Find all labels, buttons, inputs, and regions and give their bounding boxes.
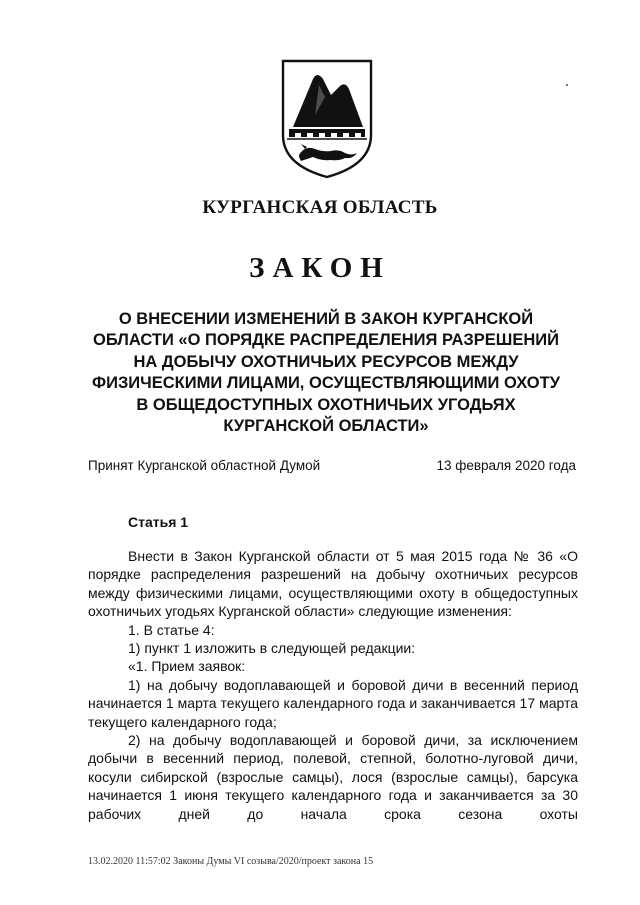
scan-speck xyxy=(566,84,568,86)
coat-of-arms-emblem xyxy=(279,57,375,181)
paragraph: 1) пункт 1 изложить в следующей редакции: xyxy=(128,640,416,657)
adoption-date: 13 февраля 2020 года xyxy=(436,458,576,473)
document-type-heading: ЗАКОН xyxy=(249,252,391,284)
law-title: О ВНЕСЕНИИ ИЗМЕНЕНИЙ В ЗАКОН КУРГАНСКОЙ ОБЛАСТИ «О ПОРЯДКЕ РАСПРЕДЕЛЕНИЯ РАЗРЕШЕНИЙ НА ДОБЫЧУ ОХОТНИЧЬИХ РЕСУРСОВ МЕЖДУ ФИЗИЧЕСКИМИ ЛИЦАМИ, ОСУЩЕСТВЛЯЮЩИМИ ОХОТУ В ОБЩЕДОСТУПНЫХ ОХОТНИЧЬИХ УГОДЬЯХ КУРГАНСКОЙ ОБЛАСТИ» xyxy=(92,310,560,436)
paragraph: 1. В статье 4: xyxy=(128,621,215,638)
article-body xyxy=(88,547,578,823)
article-heading: Статья 1 xyxy=(128,514,189,530)
adopted-by: Принят Курганской областной Думой xyxy=(88,458,321,473)
footer-file-path: 13.02.2020 11:57:02 Законы Думы VI созыва/2020/проект закона 15 xyxy=(88,856,374,867)
paragraph: 2) на добычу водоплавающей и боровой дичи, за исключением добычи в весенний период, полевой, степной, болотно-луговой дичи, косули сибирской (взрослые самцы), лося (взрослые самцы), барсука начинается 1 июня текущего календарного года и заканчивается за 30 рабочих дней до начала срока сезона охоты xyxy=(88,732,578,822)
paragraph: Внести в Закон Курганской области от 5 мая 2015 года № 36 «О порядке распределения разрешений на добычу охотничьих ресурсов между физическими лицами, осуществляющими охоту в общедоступных охотничьих угодьях Курганской области» следующие изменения: xyxy=(88,548,578,620)
paragraph: 1) на добычу водоплавающей и боровой дичи в весенний период начинается 1 марта текущего календарного года и заканчивается 17 марта текущего календарного года; xyxy=(88,676,578,730)
paragraph: «1. Прием заявок: xyxy=(128,658,246,675)
region-name: КУРГАНСКАЯ ОБЛАСТЬ xyxy=(202,197,438,218)
